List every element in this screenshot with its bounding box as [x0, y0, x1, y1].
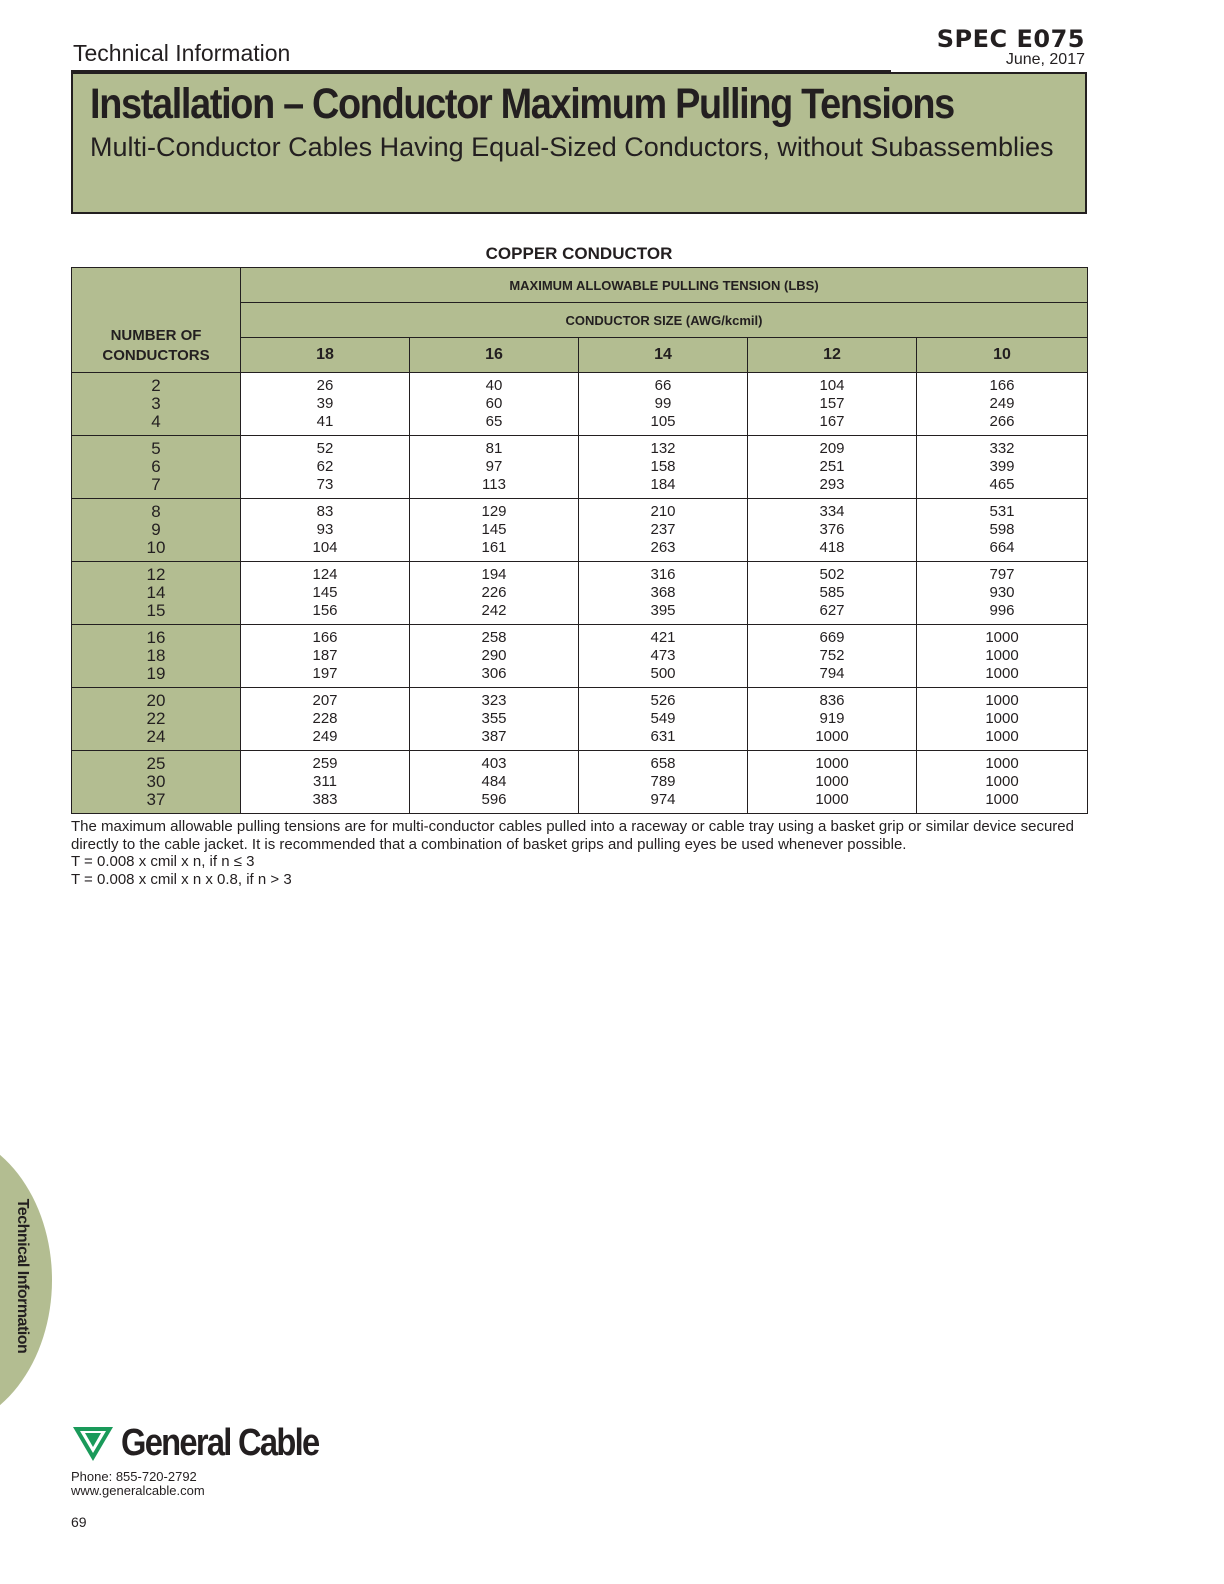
tension-value: 194	[481, 566, 507, 584]
tension-value: 797	[989, 566, 1015, 584]
brand-name: General Cable	[121, 1421, 319, 1464]
tension-cell	[748, 499, 917, 562]
tension-cell	[410, 625, 579, 688]
column-header-main: MAXIMUM ALLOWABLE PULLING TENSION (LBS)	[241, 268, 1088, 303]
tension-value: 334	[819, 503, 845, 521]
tension-value: 596	[481, 790, 507, 808]
tension-cell	[410, 436, 579, 499]
table-row	[72, 751, 1088, 814]
logo-mark-icon	[71, 1423, 115, 1463]
tension-value: 473	[650, 647, 676, 665]
tension-value: 290	[481, 647, 507, 665]
conductor-count-cell	[72, 373, 241, 436]
conductor-count: 10	[146, 537, 166, 557]
tension-cell	[241, 688, 410, 751]
tension-value: 1000	[985, 664, 1019, 682]
conductor-count: 24	[146, 726, 166, 746]
tension-value: 403	[481, 755, 507, 773]
tension-cell	[241, 373, 410, 436]
tension-cell	[579, 436, 748, 499]
website-link[interactable]: www.generalcable.com	[71, 1483, 205, 1498]
tension-value: 919	[819, 710, 845, 728]
tension-cell	[579, 751, 748, 814]
tension-value: 1000	[815, 755, 849, 773]
page-title: Installation – Conductor Maximum Pulling Tensions	[90, 80, 954, 128]
tension-value: 251	[819, 458, 845, 476]
tension-value: 316	[650, 566, 676, 584]
tension-value: 1000	[985, 629, 1019, 647]
tension-value: 83	[316, 503, 334, 521]
table-row	[72, 562, 1088, 625]
tension-cell	[241, 625, 410, 688]
tension-value: 399	[989, 458, 1015, 476]
tension-value: 129	[481, 503, 507, 521]
tension-value: 81	[485, 440, 503, 458]
notes	[71, 818, 1101, 889]
tension-value: 421	[650, 629, 676, 647]
conductor-count: 6	[151, 457, 161, 477]
table-row	[72, 373, 1088, 436]
tension-value: 418	[819, 538, 845, 556]
tension-value: 104	[312, 538, 338, 556]
conductor-count: 3	[151, 394, 161, 414]
tension-cell	[410, 688, 579, 751]
tension-value: 157	[819, 395, 845, 413]
conductor-count: 7	[151, 474, 161, 494]
tension-value: 355	[481, 710, 507, 728]
tension-cell	[917, 751, 1088, 814]
tension-cell	[241, 436, 410, 499]
tension-cell	[241, 751, 410, 814]
tension-value: 1000	[985, 727, 1019, 745]
conductor-count: 14	[146, 583, 166, 603]
tension-value: 669	[819, 629, 845, 647]
conductor-count: 2	[151, 376, 161, 396]
tension-value: 145	[481, 521, 507, 539]
tension-cell	[579, 625, 748, 688]
column-header-sub: CONDUCTOR SIZE (AWG/kcmil)	[241, 303, 1088, 338]
tension-value: 631	[650, 727, 676, 745]
tension-value: 228	[312, 710, 338, 728]
tension-value: 52	[316, 440, 334, 458]
spec-block	[937, 26, 1085, 68]
tension-value: 293	[819, 475, 845, 493]
notes-paragraph: The maximum allowable pulling tensions are for multi-conductor cables pulled into a raceway or cable tray using a basket grip or similar device secured directly to the cable jacket. It is recommended that a combination of basket grips and pulling eyes be used whenever possible.	[71, 818, 1074, 853]
tension-value: 249	[312, 727, 338, 745]
tension-value: 166	[312, 629, 338, 647]
tension-value: 1000	[985, 647, 1019, 665]
formula-n-le-3: T = 0.008 x cmil x n, if n ≤ 3	[71, 853, 255, 871]
tension-cell	[748, 751, 917, 814]
tension-value: 484	[481, 773, 507, 791]
conductor-count: 19	[146, 663, 166, 683]
phone: Phone: 855-720-2792	[71, 1469, 197, 1484]
table-caption: COPPER CONDUCTOR	[485, 244, 673, 263]
tension-value: 99	[654, 395, 672, 413]
tension-cell	[241, 499, 410, 562]
tension-value: 306	[481, 664, 507, 682]
row-header	[72, 268, 241, 373]
tension-value: 207	[312, 692, 338, 710]
tension-cell	[410, 562, 579, 625]
tension-value: 1000	[985, 692, 1019, 710]
tension-cell	[917, 436, 1088, 499]
tension-value: 664	[989, 538, 1015, 556]
tension-value: 387	[481, 727, 507, 745]
tension-value: 502	[819, 566, 845, 584]
size-header: 10	[917, 338, 1088, 373]
tension-value: 73	[316, 475, 334, 493]
tension-value: 259	[312, 755, 338, 773]
tension-cell	[241, 562, 410, 625]
tension-cell	[748, 436, 917, 499]
table-row	[72, 688, 1088, 751]
tension-value: 1000	[985, 773, 1019, 791]
conductor-count: 20	[146, 691, 166, 711]
tension-value: 323	[481, 692, 507, 710]
tension-value: 156	[312, 601, 338, 619]
tension-cell	[917, 625, 1088, 688]
tension-cell	[579, 499, 748, 562]
tension-value: 465	[989, 475, 1015, 493]
conductor-count: 18	[146, 646, 166, 666]
tension-value: 65	[485, 412, 503, 430]
tension-value: 549	[650, 710, 676, 728]
tension-value: 627	[819, 601, 845, 619]
tension-value: 1000	[985, 790, 1019, 808]
tension-value: 40	[485, 377, 503, 395]
tension-cell	[579, 562, 748, 625]
tension-cell	[579, 373, 748, 436]
tension-value: 249	[989, 395, 1015, 413]
tension-cell	[579, 688, 748, 751]
tension-value: 974	[650, 790, 676, 808]
tension-cell	[748, 373, 917, 436]
tension-value: 158	[650, 458, 676, 476]
conductor-count: 4	[151, 411, 161, 431]
tension-value: 1000	[815, 790, 849, 808]
tension-value: 104	[819, 377, 845, 395]
tension-value: 500	[650, 664, 676, 682]
tension-value: 1000	[985, 755, 1019, 773]
tension-value: 145	[312, 584, 338, 602]
page-number: 69	[71, 1514, 87, 1530]
tension-value: 113	[482, 475, 506, 493]
tension-value: 41	[316, 412, 334, 430]
tension-value: 26	[316, 377, 334, 395]
tension-value: 39	[316, 395, 334, 413]
title-box	[71, 72, 1087, 214]
tension-value: 598	[989, 521, 1015, 539]
conductor-count: 5	[151, 439, 161, 459]
tension-value: 311	[313, 773, 337, 791]
conductor-count-cell	[72, 625, 241, 688]
tension-value: 263	[650, 538, 676, 556]
tension-value: 166	[989, 377, 1015, 395]
conductor-count-cell	[72, 562, 241, 625]
tension-value: 368	[650, 584, 676, 602]
conductor-count: 37	[146, 789, 166, 809]
tension-value: 258	[481, 629, 507, 647]
side-tab-label: Technical Information	[14, 1198, 31, 1354]
tension-cell	[917, 373, 1088, 436]
tension-value: 1000	[815, 727, 849, 745]
row-header-line1: NUMBER OF	[110, 327, 202, 344]
tension-value: 197	[312, 664, 338, 682]
tension-value: 658	[650, 755, 676, 773]
conductor-count-cell	[72, 751, 241, 814]
tension-value: 930	[989, 584, 1015, 602]
size-header: 18	[241, 338, 410, 373]
tension-value: 242	[481, 601, 507, 619]
conductor-count-cell	[72, 436, 241, 499]
tension-cell	[748, 625, 917, 688]
spec-code: SPEC E075	[936, 25, 1085, 53]
tension-cell	[410, 751, 579, 814]
conductor-count: 9	[151, 520, 161, 540]
tension-value: 395	[650, 601, 676, 619]
tension-cell	[410, 499, 579, 562]
conductor-count-cell	[72, 688, 241, 751]
tension-cell	[917, 499, 1088, 562]
conductor-count-cell	[72, 499, 241, 562]
tension-value: 752	[819, 647, 845, 665]
tension-value: 62	[316, 458, 334, 476]
tension-value: 132	[650, 440, 676, 458]
section-label: Technical Information	[73, 40, 291, 66]
tension-value: 789	[650, 773, 676, 791]
formula-n-gt-3: T = 0.008 x cmil x n x 0.8, if n > 3	[71, 871, 292, 889]
tension-value: 66	[654, 377, 672, 395]
tension-value: 184	[650, 475, 676, 493]
size-header: 12	[748, 338, 917, 373]
tension-value: 124	[312, 566, 338, 584]
tension-value: 105	[650, 412, 676, 430]
table-row	[72, 436, 1088, 499]
conductor-count: 12	[146, 565, 166, 585]
tension-value: 332	[989, 440, 1015, 458]
contact-info	[71, 1470, 205, 1498]
conductor-count: 16	[146, 628, 166, 648]
tension-value: 167	[819, 412, 845, 430]
conductor-count: 25	[146, 754, 166, 774]
table-body	[72, 373, 1088, 814]
conductor-count: 15	[146, 600, 166, 620]
tension-cell	[410, 373, 579, 436]
spec-date: June, 2017	[1005, 51, 1085, 68]
tension-value: 266	[989, 412, 1015, 430]
tension-value: 531	[989, 503, 1015, 521]
conductor-count: 22	[146, 709, 166, 729]
tension-value: 93	[316, 521, 334, 539]
page-subtitle: Multi-Conductor Cables Having Equal-Sized Conductors, without Subassemblies	[90, 132, 1054, 162]
tension-value: 794	[819, 664, 845, 682]
size-header: 14	[579, 338, 748, 373]
tension-cell	[917, 562, 1088, 625]
table-row	[72, 625, 1088, 688]
tension-value: 836	[819, 692, 845, 710]
tension-cell	[748, 688, 917, 751]
pulling-tension-table	[71, 267, 1088, 814]
tension-value: 226	[481, 584, 507, 602]
tension-value: 996	[989, 601, 1015, 619]
tension-cell	[917, 688, 1088, 751]
tension-value: 209	[819, 440, 845, 458]
tension-value: 161	[481, 538, 507, 556]
conductor-count: 30	[146, 772, 166, 792]
general-cable-logo	[71, 1420, 351, 1466]
tension-value: 1000	[815, 773, 849, 791]
tension-value: 1000	[985, 710, 1019, 728]
tension-cell	[748, 562, 917, 625]
tension-value: 187	[312, 647, 338, 665]
tension-value: 60	[485, 395, 503, 413]
tension-value: 97	[485, 458, 503, 476]
conductor-count: 8	[151, 502, 161, 522]
size-header: 16	[410, 338, 579, 373]
table-row	[72, 499, 1088, 562]
tension-value: 237	[650, 521, 676, 539]
row-header-line2: CONDUCTORS	[102, 347, 210, 364]
tension-value: 376	[819, 521, 845, 539]
tension-value: 210	[650, 503, 676, 521]
tension-value: 383	[312, 790, 338, 808]
tension-value: 585	[819, 584, 845, 602]
tension-value: 526	[650, 692, 676, 710]
